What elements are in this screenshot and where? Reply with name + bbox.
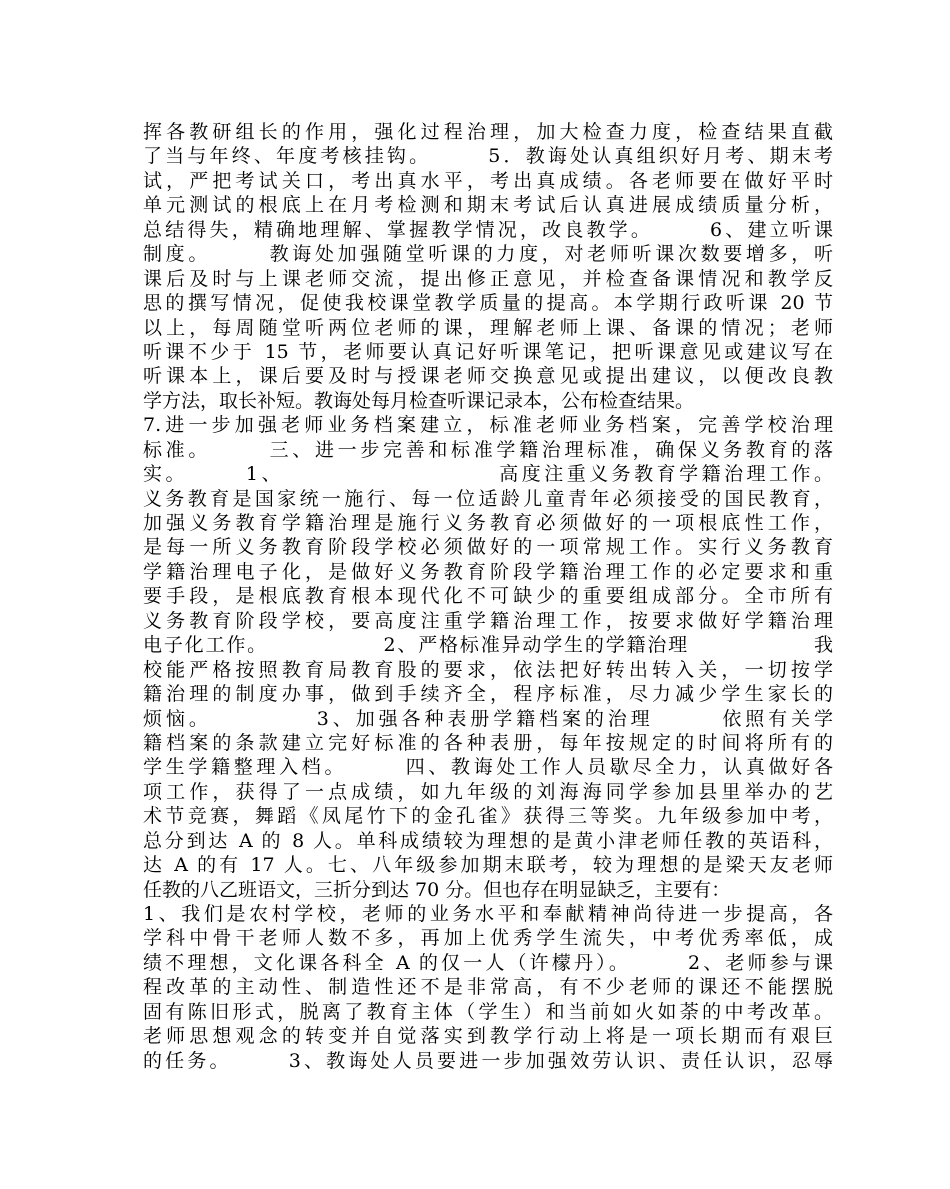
text-line: 固有陈旧形式，脱离了教育主体（学生）和当前如火如荼的中考改革。	[143, 1000, 833, 1023]
text-line: 的任务。 3、教诲处人员要进一步加强效劳认识、责任认识，忍辱	[143, 1049, 833, 1072]
text-line: 思的撰写情况，促使我校课堂教学质量的提高。本学期行政听课 20 节	[143, 292, 833, 315]
text-line: 学生学籍整理入档。 四、教诲处工作人员歇尽全力，认真做好各	[143, 756, 833, 779]
text-line: 课后及时与上课老师交流，提出修正意见，并检查备课情况和教学反	[143, 267, 833, 290]
text-line: 学方法，取长补短。教诲处每月检查听课记录本，公布检查结果。	[143, 389, 695, 412]
text-line: 学籍治理电子化，是做好义务教育阶段学籍治理工作的必定要求和重	[143, 560, 833, 583]
text-line: 挥各教研组长的作用，强化过程治理，加大检查力度，检查结果直截	[143, 121, 833, 143]
text-line: 以上，每周随堂听两位老师的课，理解老师上课、备课的情况；老师	[143, 316, 833, 339]
text-line: 义务教育阶段学校，要高度注重学籍治理工作，按要求做好学籍治理	[143, 609, 833, 632]
text-line: 单元测试的根底上在月考检测和期末考试后认真进展成绩质量分析，	[143, 194, 833, 217]
text-line: 学科中骨干老师人数不多，再加上优秀学生流失，中考优秀率低，成	[143, 927, 833, 950]
text-line: 烦恼。 3、加强各种表册学籍档案的治理 依照有关学	[143, 707, 833, 730]
text-line: 义务教育是国家统一施行、每一位适龄儿童青年必须接受的国民教育，	[143, 487, 833, 510]
text-line: 籍治理的制度办事，做到手续齐全，程序标准，尽力减少学生家长的	[143, 683, 833, 706]
text-line: 总结得失，精确地理解、掌握教学情况，改良教学。 6、建立听课	[143, 218, 833, 241]
text-line: 校能严格按照教育局教育股的要求，依法把好转出转入关，一切按学	[143, 658, 833, 681]
text-line: 项工作，获得了一点成绩，如九年级的刘海海同学参加县里举办的艺	[143, 780, 833, 803]
text-line: 老师思想观念的转变并自觉落实到教学行动上将是一项长期而有艰巨	[143, 1025, 833, 1048]
text-line: 电子化工作。 2、严格标准异动学生的学籍治理 我	[143, 634, 833, 657]
text-line: 7.进一步加强老师业务档案建立，标准老师业务档案，完善学校治理	[143, 414, 833, 437]
text-line: 是每一所义务教育阶段学校必须做好的一项常规工作。实行义务教育	[143, 536, 833, 559]
text-line: 听课不少于 15 节，老师要认真记好听课笔记，把听课意见或建议写在	[143, 340, 833, 363]
text-line: 1、我们是农村学校，老师的业务水平和奉献精神尚待进一步提高，各	[143, 903, 833, 925]
text-line: 术节竞赛，舞蹈《凤尾竹下的金孔雀》获得三等奖。九年级参加中考，	[143, 805, 833, 828]
text-line: 任教的八乙班语文，三折分到达 70 分。但也存在明显缺乏，主要有：	[143, 878, 731, 901]
document-body	[143, 120, 833, 1073]
text-line: 标准。 三、进一步完善和标准学籍治理标准，确保义务教育的落	[143, 438, 833, 461]
text-line: 加强义务教育学籍治理是施行义务教育必须做好的一项根底性工作，	[143, 512, 833, 534]
text-line: 总分到达 A 的 8 人。单科成绩较为理想的是黄小津老师任教的英语科，	[143, 829, 833, 852]
text-line: 绩不理想，文化课各科全 A 的仅一人（许檬丹）。 2、老师参与课	[143, 951, 833, 974]
text-line: 制度。 教诲处加强随堂听课的力度，对老师听课次数要增多，听	[143, 243, 833, 266]
text-line: 达 A 的有 17 人。七、八年级参加期末联考，较为理想的是梁天友老师	[143, 854, 833, 877]
text-line: 听课本上，课后要及时与授课老师交换意见或提出建议，以便改良教	[143, 365, 833, 388]
text-line: 试，严把考试关口，考出真水平，考出真成绩。各老师要在做好平时	[143, 169, 833, 192]
text-line: 实。 1、 高度注重义务教育学籍治理工作。	[143, 463, 833, 486]
text-line: 籍档案的条款建立完好标准的各种表册，每年按规定的时间将所有的	[143, 731, 833, 754]
text-line: 程改革的主动性、制造性还不是非常高，有不少老师的课还不能摆脱	[143, 976, 833, 999]
text-line: 了当与年终、年度考核挂钩。 5．教诲处认真组织好月考、期末考	[143, 145, 833, 168]
text-line: 要手段，是根底教育根本现代化不可缺少的重要组成部分。全市所有	[143, 585, 833, 608]
